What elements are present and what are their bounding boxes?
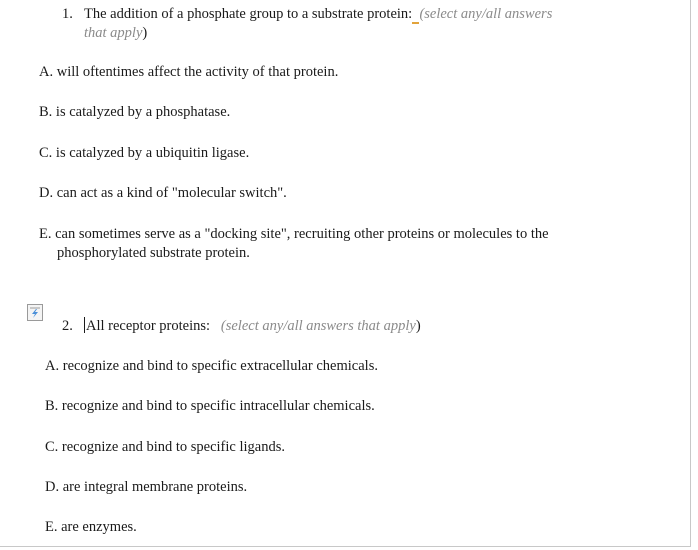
q1-option-a-text: will oftentimes affect the activity of that protein.	[56, 64, 339, 80]
question-1-hint-close: )	[142, 25, 148, 41]
question-1-stem	[62, 5, 552, 24]
question-2-stem	[62, 317, 421, 336]
question-1-number: 1.	[62, 6, 73, 22]
q1-option-b-letter: B.	[39, 104, 53, 120]
q2-option-c-text: recognize and bind to specific ligands.	[61, 439, 285, 455]
question-2-number: 2.	[62, 318, 73, 334]
q2-option-b-text: recognize and bind to specific intracellular chemicals.	[61, 398, 375, 414]
q2-option-a-letter: A.	[45, 358, 60, 374]
q1-option-c-text: is catalyzed by a ubiquitin ligase.	[55, 145, 250, 161]
question-1-stem-cont	[84, 24, 147, 43]
q1-option-d-letter: D.	[39, 185, 54, 201]
q1-option-a[interactable]	[39, 63, 338, 82]
question-1-text: The addition of a phosphate group to a substrate protein:	[84, 6, 413, 22]
q2-option-e[interactable]	[45, 518, 137, 537]
q2-option-b[interactable]	[45, 397, 375, 416]
question-1-hint-part1: (select any/all answers	[419, 6, 553, 22]
q2-option-c-letter: C.	[45, 439, 59, 455]
q1-option-e-text-cont: phosphorylated substrate protein.	[57, 245, 250, 261]
q1-option-b[interactable]	[39, 103, 230, 122]
q2-option-d[interactable]	[45, 478, 247, 497]
q2-option-d-text: are integral membrane proteins.	[62, 479, 248, 495]
q1-option-d[interactable]	[39, 184, 287, 203]
q1-option-e-cont	[57, 244, 250, 263]
q2-option-a-text: recognize and bind to specific extracellular chemicals.	[62, 358, 378, 374]
question-2-hint: (select any/all answers that apply	[220, 318, 416, 334]
q1-option-d-text: can act as a kind of "molecular switch".	[56, 185, 287, 201]
text-cursor	[84, 317, 85, 333]
q2-option-c[interactable]	[45, 438, 285, 457]
q2-option-d-letter: D.	[45, 479, 60, 495]
q1-option-e-text: can sometimes serve as a "docking site", recruiting other proteins or molecules to the	[55, 226, 549, 242]
comment-note-icon[interactable]	[27, 304, 43, 321]
question-2-text: All receptor proteins:	[86, 318, 211, 334]
q1-option-c[interactable]	[39, 144, 249, 163]
q1-option-e-letter: E.	[39, 226, 52, 242]
question-2-hint-close: )	[415, 318, 421, 334]
q2-option-e-text: are enzymes.	[61, 519, 137, 535]
question-1-hint-part2: that apply	[84, 25, 143, 41]
q1-option-e[interactable]	[39, 225, 549, 244]
q1-option-c-letter: C.	[39, 145, 53, 161]
q2-option-b-letter: B.	[45, 398, 59, 414]
q1-option-a-letter: A.	[39, 64, 54, 80]
q2-option-e-letter: E.	[45, 519, 58, 535]
q1-option-b-text: is catalyzed by a phosphatase.	[55, 104, 231, 120]
q2-option-a[interactable]	[45, 357, 378, 376]
